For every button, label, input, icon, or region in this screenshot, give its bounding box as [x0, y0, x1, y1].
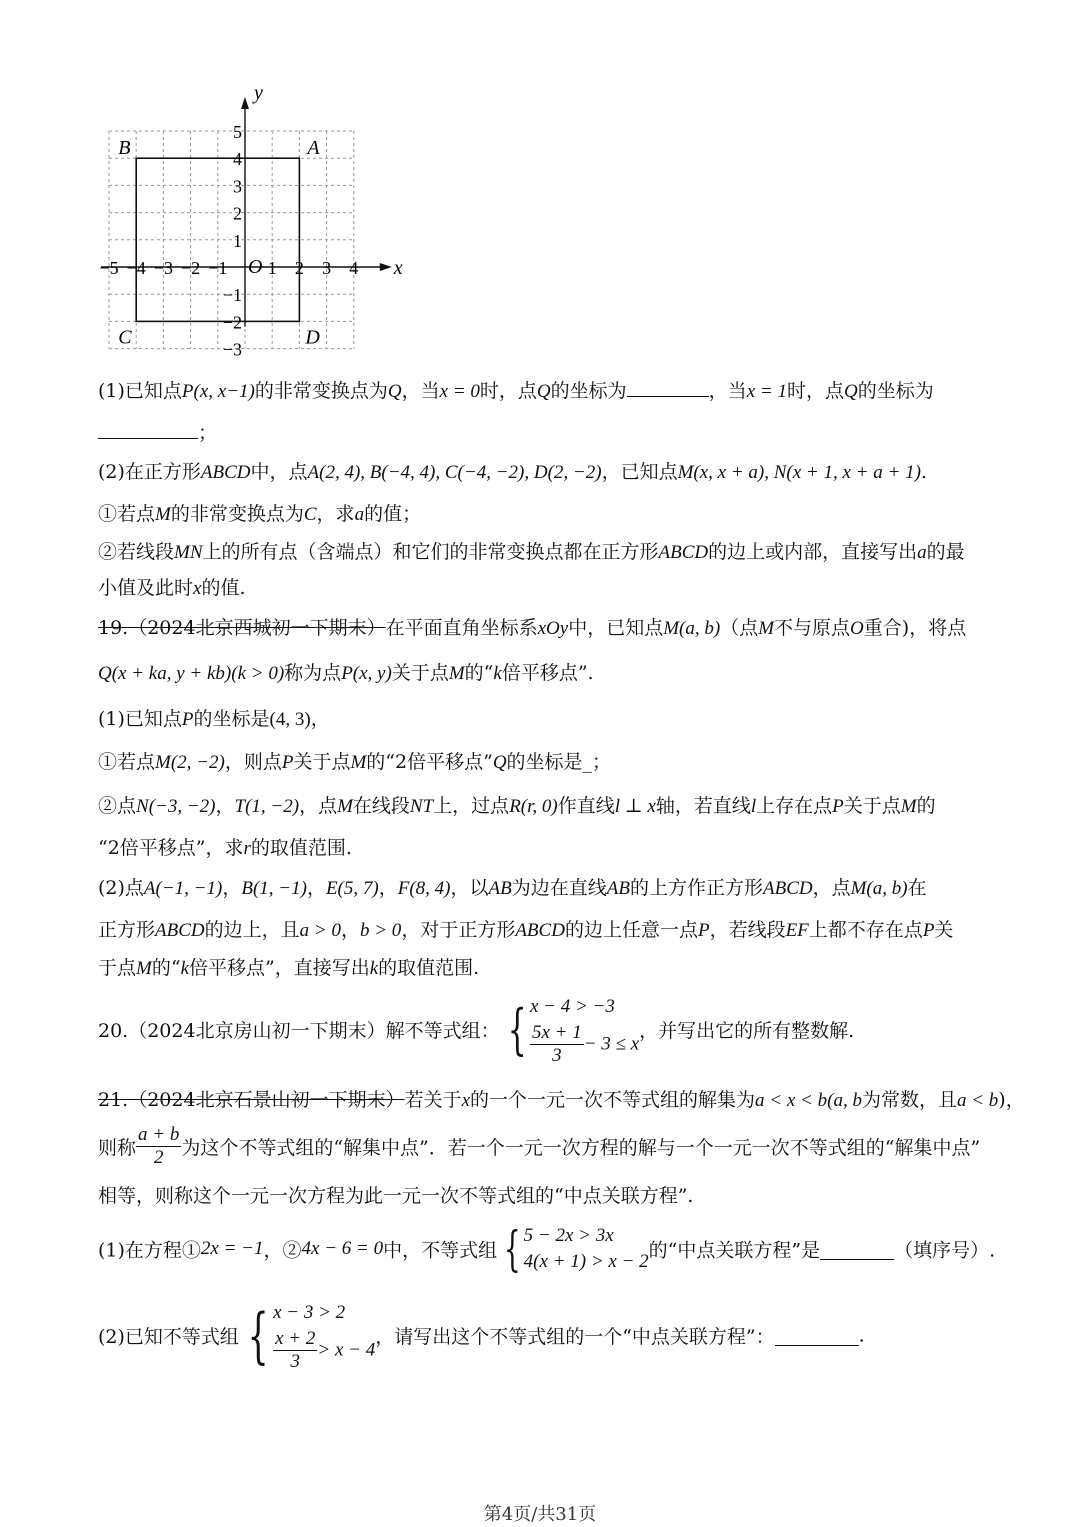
text: 称为点: [284, 662, 342, 684]
math-a: A(−1, −1): [143, 878, 223, 899]
text: (2)点: [98, 877, 144, 899]
math-m: M: [136, 958, 152, 979]
q19-line2: [98, 659, 998, 688]
fraction: [530, 1022, 584, 1067]
text: “2倍平移点”，求: [98, 837, 244, 859]
math-m: M: [758, 618, 775, 639]
text: 的“2倍平移点”: [366, 751, 493, 773]
math-square: ABCD: [155, 920, 205, 941]
text: 的“: [151, 957, 181, 979]
x-tick-label: −5: [99, 258, 119, 278]
y-tick-label: −3: [222, 339, 242, 360]
brace-symbol: {: [247, 1300, 269, 1371]
equation-2: 4x − 6 = 0: [301, 1238, 384, 1259]
text: ，②: [263, 1239, 302, 1262]
math-xoy: xOy: [537, 618, 569, 639]
text: ，点: [812, 877, 851, 899]
text: 的一个一元一次不等式组的解集为: [470, 1089, 756, 1111]
text: .: [920, 461, 927, 483]
x-tick-label: 1: [267, 258, 277, 278]
math-a: a: [917, 542, 927, 563]
answer-blank[interactable]: [627, 376, 709, 397]
x-tick-label: −4: [126, 258, 146, 278]
x-tick-label: 2: [294, 258, 304, 278]
x-tick-labels: [99, 258, 358, 278]
text: ，: [306, 877, 326, 899]
inequality-1: x − 3 > 2: [273, 1302, 346, 1323]
q18-sub2-line2: [98, 574, 998, 603]
q19-sub1: [98, 748, 998, 777]
math-q: Q: [492, 752, 507, 773]
math-b: B(1, −1): [241, 878, 307, 899]
text: 的边上任意一点: [564, 919, 698, 941]
math-square: ABCD: [200, 462, 251, 483]
text: （点: [720, 617, 759, 639]
text: 的: [916, 795, 936, 817]
text: 轴，若直线: [655, 795, 751, 817]
vertex-label-c: C: [118, 326, 132, 349]
math-ab: AB: [488, 878, 512, 899]
math-m: M(2, −2): [155, 752, 225, 773]
question-source: 19.（2024北京西城初一下期末）: [98, 617, 386, 639]
text: 时，点: [786, 380, 844, 402]
text: 小值及此时: [98, 577, 194, 599]
q21-line2: [98, 1124, 998, 1169]
text: 的坐标为: [857, 380, 934, 402]
inequality-rest: − 3 ≤ x: [583, 1033, 640, 1055]
text: ，: [378, 877, 398, 899]
text: ②点: [98, 795, 137, 817]
inequality-system: [500, 992, 640, 1067]
text: 在: [907, 877, 927, 899]
question-source: 21.（2024北京石景山初一下期末）: [98, 1089, 405, 1111]
x-axis-arrow: [380, 263, 392, 271]
text: 关于点: [843, 795, 901, 817]
text: (2)在正方形: [98, 461, 201, 483]
text: (1)在方程①: [98, 1239, 201, 1262]
text: 关于点: [391, 662, 449, 684]
q20: [98, 992, 998, 1067]
q19-part2-line3: [98, 954, 998, 983]
text: 的非常变换点为: [170, 503, 304, 525]
numerator: 5x + 1: [531, 1022, 582, 1043]
math-point-p: P(x, x−1): [181, 381, 255, 402]
y-tick-label: 5: [233, 122, 242, 142]
text: 的边上或内部，直接写出: [708, 541, 918, 563]
math-mn: MN: [174, 542, 203, 563]
text: 在平面直角坐标系: [385, 617, 538, 639]
y-tick-label: 3: [233, 176, 242, 197]
math-ab: (a, b: [827, 1090, 862, 1111]
text: 于点: [98, 957, 137, 979]
math-m: M: [350, 752, 367, 773]
text: 中，不等式组: [383, 1239, 498, 1262]
math-r: R(r, 0): [509, 796, 558, 817]
text: ，当: [708, 380, 747, 402]
system-rows: [524, 1223, 649, 1275]
y-tick-label: −1: [222, 285, 242, 306]
math-m: M: [900, 796, 917, 817]
math-points: A(2, 4), B(−4, 4), C(−4, −2), D(2, −2): [307, 462, 602, 483]
math-o: O: [850, 618, 864, 639]
y-tick-label: 4: [233, 149, 242, 170]
inequality-2: [530, 1022, 639, 1067]
x-tick-label: −2: [181, 258, 201, 278]
text: 的上方作正方形: [629, 877, 763, 899]
text: ①若点: [98, 751, 156, 773]
math-range: a < x < b: [755, 1090, 828, 1111]
page-footer: 第4页/共31页: [483, 1504, 597, 1525]
text: ②若线段: [98, 541, 175, 563]
q19-part2-line1: [98, 874, 998, 903]
brace-symbol: {: [503, 1221, 521, 1277]
denominator: 3: [552, 1045, 562, 1066]
system-rows: [273, 1298, 375, 1373]
math-point: (4, 3): [269, 709, 311, 730]
text: 的值；: [364, 503, 422, 525]
text: 为这个不等式组的“解集中点”．若一个一元一次方程的解与一个一元一次不等式组的“解集中点”: [181, 1137, 981, 1159]
text: ，点: [299, 795, 338, 817]
coordinate-figure: [90, 78, 410, 378]
text: 不与原点: [774, 617, 851, 639]
math-perp: l ⊥ x: [614, 796, 656, 817]
math-k: k: [369, 958, 379, 979]
q19-sub2-line1: [98, 792, 998, 821]
math-m: M: [155, 504, 171, 525]
q18-part1-line2: [98, 418, 998, 447]
q19-part2-line2: [98, 916, 998, 945]
math-m: M(a, b): [850, 878, 908, 899]
text: 的最: [926, 541, 965, 563]
text: ，则点: [224, 751, 282, 773]
text: ，求: [316, 503, 355, 525]
math-e: E(5, 7): [325, 878, 379, 899]
text: 关于点: [293, 751, 351, 773]
math-x: x: [461, 1090, 471, 1111]
math-x1: x = 1: [746, 381, 787, 402]
text: ，: [222, 877, 242, 899]
text: 则称: [98, 1137, 137, 1159]
math-x: x: [193, 578, 202, 599]
math-l: l: [750, 796, 757, 817]
math-square: ABCD: [658, 542, 709, 563]
answer-blank[interactable]: [98, 418, 198, 439]
math-b-pos: b > 0: [359, 920, 402, 941]
answer-blank[interactable]: [775, 1325, 859, 1346]
text: 倍平移点”，直接写出: [189, 957, 370, 979]
text: 上的所有点（含端点）和它们的非常变换点都在正方形: [202, 541, 659, 563]
math-m: M(a, b): [663, 618, 721, 639]
y-tick-label: 1: [233, 230, 242, 251]
text: ，已知点: [601, 461, 678, 483]
text: 的边上，且: [204, 919, 300, 941]
inequality-system: [239, 1298, 375, 1373]
q19-line1: [98, 614, 998, 643]
text: 上存在点: [756, 795, 833, 817]
math-k: k: [180, 958, 189, 979]
y-tick-label: −2: [222, 312, 242, 333]
q18-sub1: [98, 500, 998, 529]
math-nt: NT: [409, 796, 434, 817]
x-tick-label: 4: [349, 258, 359, 278]
text: )，: [998, 1089, 1025, 1111]
text: 正方形: [98, 919, 156, 941]
q21-line3: [98, 1182, 998, 1210]
inequality-2: 4(x + 1) > x − 2: [523, 1251, 649, 1272]
axes: [101, 97, 392, 327]
math-c: C: [303, 504, 317, 525]
math-k: k: [493, 663, 502, 684]
equation-1: 2x = −1: [200, 1238, 264, 1259]
text: 若关于: [404, 1089, 462, 1111]
math-p: P: [832, 796, 844, 817]
text: (1)已知点: [98, 380, 182, 402]
text: 20.（2024北京房山初一下期末）解不等式组：: [98, 1020, 500, 1042]
text: ，若线段: [709, 919, 786, 941]
math-ab: AB: [606, 878, 630, 899]
math-q: Q: [843, 381, 858, 402]
math-a-lt-b: a < b: [956, 1090, 999, 1111]
text: 为边在直线: [511, 877, 607, 899]
math-t: T(1, −2): [234, 796, 300, 817]
answer-blank[interactable]: [820, 1239, 894, 1260]
text: 相等，则称这个一元一次方程为此一元一次不等式组的“中点关联方程”.: [98, 1185, 694, 1207]
text: 中，点: [250, 461, 308, 483]
text: 倍平移点”.: [501, 662, 594, 684]
denominator: 2: [153, 1147, 164, 1168]
text: .: [858, 1324, 865, 1347]
x-axis-label: x: [393, 257, 403, 279]
math-r: r: [243, 838, 251, 859]
math-ef: EF: [785, 920, 809, 941]
inequality-system: [497, 1222, 649, 1276]
x-tick-label: −1: [208, 258, 228, 278]
math-m: M: [337, 796, 353, 817]
text: 重合)，将点: [863, 617, 967, 639]
q19-sub2-line2: [98, 834, 998, 863]
text: ，并写出它的所有整数解.: [639, 1020, 855, 1042]
math-q: Q: [387, 381, 402, 402]
q18-part2-line1: [98, 458, 998, 487]
numerator: a + b: [138, 1124, 180, 1145]
vertex-labels: [118, 137, 320, 348]
math-a: a: [354, 504, 365, 525]
q18-sub2-line1: [98, 538, 998, 567]
q21-line1: [98, 1086, 1025, 1115]
math-p: P(x, y): [341, 663, 392, 684]
vertex-label-d: D: [305, 326, 320, 349]
origin-label: O: [248, 256, 263, 278]
math-f: F(8, 4): [397, 878, 451, 899]
text: (1)已知点: [98, 708, 182, 730]
q18-part1-line1: [98, 376, 998, 406]
text: 的坐标是_；: [506, 751, 612, 773]
text: 的坐标为: [550, 380, 627, 402]
inequality-1: 5 − 2x > 3x: [523, 1225, 614, 1246]
q21-part2: [98, 1298, 998, 1373]
y-axis-arrow: [241, 97, 249, 109]
system-rows: [530, 992, 639, 1067]
q21-part1: [98, 1222, 998, 1276]
text: 的“中点关联方程”是: [648, 1239, 821, 1262]
text: ，: [215, 795, 235, 817]
fraction: [273, 1328, 317, 1373]
y-tick-label: 2: [233, 203, 242, 224]
vertex-label-b: B: [118, 137, 131, 160]
math-n: N(−3, −2): [136, 796, 216, 817]
math-p: P: [697, 920, 710, 941]
math-m: M: [448, 663, 465, 684]
vertex-label-a: A: [307, 137, 320, 160]
math-p: P: [281, 752, 294, 773]
x-tick-label: −3: [153, 258, 173, 278]
text: 的“: [464, 662, 494, 684]
numerator: x + 2: [275, 1328, 316, 1349]
text: ，: [340, 919, 360, 941]
math-q-expr: Q(x + ka, y + kb)(k > 0): [98, 663, 285, 684]
text: 为常数，且: [861, 1089, 957, 1111]
text: 的坐标是: [193, 708, 270, 730]
text: ，对于正方形: [401, 919, 516, 941]
inequality-rest: > x − 4: [317, 1339, 376, 1361]
text: 上都不存在点: [808, 919, 923, 941]
math-x0: x = 0: [439, 381, 480, 402]
text: ①若点: [98, 503, 156, 525]
text: ，当: [401, 380, 440, 402]
fraction: [136, 1124, 181, 1169]
text: 的值.: [201, 577, 246, 599]
text: ；: [198, 422, 218, 444]
text: 中，已知点: [568, 617, 664, 639]
text: 时，点: [479, 380, 537, 402]
denominator: 3: [290, 1351, 300, 1372]
inequality-1: x − 4 > −3: [529, 996, 615, 1017]
text: ，: [310, 708, 330, 730]
brace-symbol: {: [507, 997, 527, 1061]
x-tick-label: 3: [322, 258, 332, 278]
text: 的取值范围.: [378, 957, 480, 979]
math-square: ABCD: [515, 920, 565, 941]
text: (2)已知不等式组: [98, 1326, 239, 1348]
text: 上，过点: [433, 795, 510, 817]
text: （填序号）.: [894, 1239, 996, 1262]
text: 作直线: [557, 795, 615, 817]
math-p: P: [181, 709, 194, 730]
y-axis-label: y: [254, 82, 263, 104]
math-square: ABCD: [762, 878, 813, 899]
text: 的取值范围.: [250, 837, 352, 859]
text: 关: [934, 919, 954, 941]
text: ，请写出这个不等式组的一个“中点关联方程”：: [375, 1326, 775, 1348]
inequality-2: [273, 1328, 375, 1373]
math-a-pos: a > 0: [299, 920, 341, 941]
math-q: Q: [536, 381, 551, 402]
text: ，以: [450, 877, 489, 899]
math-p: P: [922, 920, 935, 941]
q19-part1: [98, 705, 998, 734]
text: 的非常变换点为: [254, 380, 388, 402]
math-mn: M(x, x + a), N(x + 1, x + a + 1): [677, 462, 921, 483]
text: 在线段: [352, 795, 410, 817]
